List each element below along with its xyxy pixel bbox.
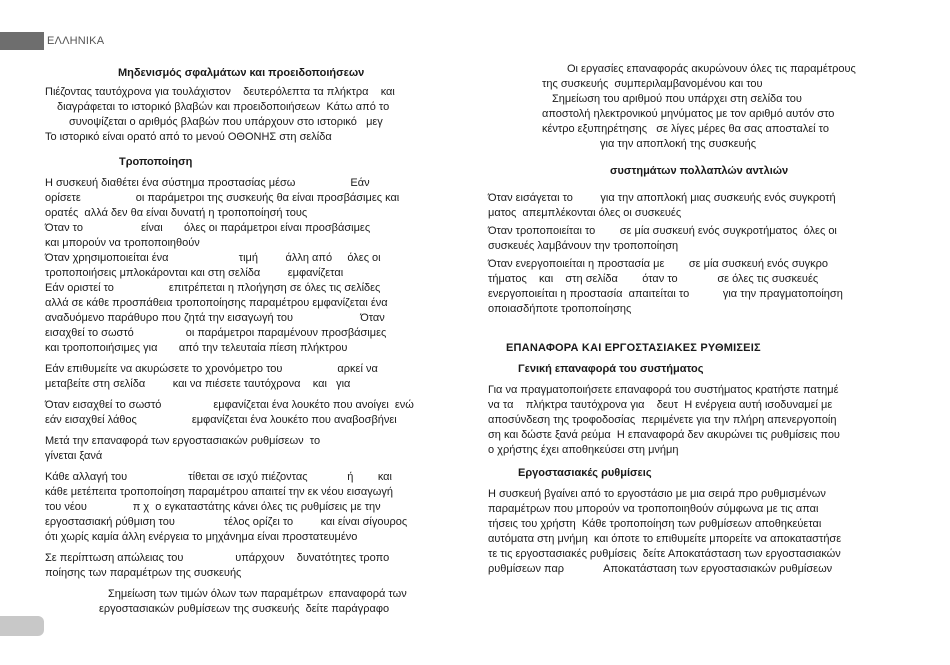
p5-line-2: κάθε μετέπειτα τροποποίηση παραμέτρου απαιτεί την εκ νέου εισαγωγή: [45, 486, 393, 498]
p4-line-1: Μετά την επαναφορά των εργοστασιακών ρυθμίσεων το: [45, 435, 321, 447]
right-top-line-2: της συσκευής συμπεριλαμβανομένου και του: [542, 78, 763, 90]
factory-line-1: Η συσκευή βγαίνει από το εργοστάσιο με μια σειρά προ ρυθμισμένων: [488, 488, 826, 500]
multi-p2-line-2: συσκευές λαμβάνουν την τροποποίηση: [488, 240, 679, 252]
right-top-line-6: για την αποπλοκή της συσκευής: [600, 138, 757, 150]
multi-p3-line-2: τήματος και στη σελίδα όταν το σε όλες τις συσκευές: [488, 273, 819, 285]
general-reset-line-5: ο χρήστης έχει αποθηκεύσει στη μνήμη: [488, 444, 679, 456]
multi-p1-line-2: ματος απεμπλέκονται όλες οι συσκευές: [488, 207, 682, 219]
multi-p3-line-4: οποιασδήποτε τροποποίησης: [488, 303, 632, 315]
multi-p3-line-3: ενεργοποιείται η προστασία απαιτείται το για την πραγματοποίηση: [488, 288, 843, 300]
factory-settings-title: Εργοστασιακές ρυθμίσεις: [518, 467, 652, 479]
mod-line-9: αλλά σε κάθε προσπάθεια τροποποίησης παραμέτρου εμφανίζεται ένα: [45, 297, 388, 309]
errors-line-1: Πιέζοντας ταυτόχρονα για τουλάχιστον δευτερόλεπτα τα πλήκτρα και: [45, 86, 395, 98]
multi-pump-title: συστημάτων πολλαπλών αντλιών: [610, 165, 789, 177]
p4-line-2: γίνεται ξανά: [45, 450, 103, 462]
general-reset-line-1: Για να πραγματοποιήσετε επαναφορά του συστήματος κρατήστε πατημέ: [488, 384, 839, 396]
mod-line-6: Όταν χρησιμοποιείται ένα τιμή άλλη από όλες οι: [45, 252, 381, 264]
errors-title: Μηδενισμός σφαλμάτων και προειδοποιήσεων: [118, 67, 365, 79]
mod-line-8: Εάν οριστεί το επιτρέπεται η πλοήγηση σε όλες τις σελίδες: [45, 282, 381, 294]
p5-line-5: ότι χωρίς καμία άλλη ενέργεια το μηχάνημα είναι προστατευμένο: [45, 531, 358, 543]
p7-line-2: εργοστασιακών ρυθμίσεων της συσκευής δείτε παράγραφο: [99, 603, 390, 615]
p6-line-1: Σε περίπτωση απώλειας του υπάρχουν δυνατότητες τροπο: [45, 552, 390, 564]
general-reset-title: Γενική επαναφορά του συστήματος: [518, 363, 704, 375]
factory-line-3: τήσεις του χρήστη Κάθε τροποποίηση των ρυθμίσεων αποθηκεύεται: [488, 518, 822, 530]
p6-line-2: ποίησης των παραμέτρων της συσκευής: [45, 567, 242, 579]
mod-line-7: τροποποιήσεις μπλοκάρονται και στη σελίδα εμφανίζεται: [45, 267, 344, 279]
mod-line-11: εισαχθεί το σωστό οι παράμετροι παραμένουν προσβάσιμες: [45, 327, 387, 339]
left-column: [45, 66, 463, 617]
language-tab-marker: [0, 32, 44, 50]
right-top-line-4: αποστολή ηλεκτρονικού μηνύματος με τον αριθμό αυτόν στο: [542, 108, 835, 120]
mod-line-4: Όταν το είναι όλες οι παράμετροι είναι προσβάσιμες: [45, 222, 371, 234]
general-reset-line-3: αποσύνδεση της τροφοδοσίας περιμένετε για την πλήρη απενεργοποίη: [488, 414, 837, 426]
p7-line-1: Σημείωση των τιμών όλων των παραμέτρων επαναφορά των: [108, 588, 407, 600]
right-top-line-3: Σημείωση του αριθμού που υπάρχει στη σελίδα του: [552, 93, 802, 105]
errors-line-3: συνοψίζεται ο αριθμός βλαβών που υπάρχουν στο ιστορικό μεγ: [69, 116, 383, 128]
factory-line-6: ρυθμίσεων παρ Αποκατάσταση των εργοστασιακών ρυθμίσεων: [488, 563, 833, 575]
right-column: [488, 62, 910, 577]
p5-line-4: εργοστασιακή ρύθμιση του τέλος ορίζει το και είναι σίγουρος: [45, 516, 408, 528]
errors-line-2: διαγράφεται το ιστορικό βλαβών και προειδοποιήσεων Κάτω από το: [57, 101, 390, 113]
right-top-line-1: Οι εργασίες επαναφοράς ακυρώνουν όλες τις παραμέτρους: [567, 63, 856, 75]
factory-line-2: παραμέτρων που μπορούν να τροποποιηθούν σύμφωνα με τις απαι: [488, 503, 819, 515]
modification-title: Τροποποίηση: [119, 156, 193, 168]
p5-line-1: Κάθε αλλαγή του τίθεται σε ισχύ πιέζοντας ή και: [45, 471, 392, 483]
p5-line-3: του νέου π χ ο εγκαταστάτης κάνει όλες τις ρυθμίσεις με την: [45, 501, 381, 513]
right-top-line-5: κέντρο εξυπηρέτησης σε λίγες μέρες θα σας αποσταλεί το: [542, 123, 829, 135]
general-reset-line-4: ση και δώστε ξανά ρεύμα Η επαναφορά δεν ακυρώνει τις ρυθμίσεις που: [488, 429, 840, 441]
mod-line-5: και μπορούν να τροποποιηθούν: [45, 237, 200, 249]
p2-line-2: μεταβείτε στη σελίδα και να πιέσετε ταυτόχρονα και για: [45, 378, 351, 390]
p3-line-1: Όταν εισαχθεί το σωστό εμφανίζεται ένα λουκέτο που ανοίγει ενώ: [45, 399, 414, 411]
factory-line-5: τε τις εργοστασιακές ρυθμίσεις δείτε Αποκατάσταση των εργοστασιακών: [488, 548, 841, 560]
general-reset-line-2: να τα πλήκτρα ταυτόχρονα για δευτ Η ενέργεια αυτή ισοδυναμεί με: [488, 399, 833, 411]
language-label: ΕΛΛΗΝΙΚΑ: [47, 35, 105, 47]
page-number-tab: [0, 616, 44, 636]
multi-p3-line-1: Όταν ενεργοποιείται η προστασία με σε μία συσκευή ενός συγκρο: [488, 258, 829, 270]
multi-p2-line-1: Όταν τροποποιείται το σε μία συσκευή ενός συγκροτήματος όλες οι: [488, 225, 837, 237]
mod-line-3: ορατές αλλά δεν θα είναι δυνατή η τροποποίησή τους: [45, 207, 308, 219]
mod-line-2: ορίσετε οι παράμετροι της συσκευής θα είναι προσβάσιμες και: [45, 192, 400, 204]
mod-line-1: Η συσκευή διαθέτει ένα σύστημα προστασίας μέσω Εάν: [45, 177, 370, 189]
errors-line-4: Το ιστορικό είναι ορατό από το μενού ΟΘΟΝΗΣ στη σελίδα: [45, 131, 332, 143]
p2-line-1: Εάν επιθυμείτε να ακυρώσετε το χρονόμετρο του αρκεί να: [45, 363, 378, 375]
factory-line-4: αυτόματα στη μνήμη και όποτε το επιθυμείτε μπορείτε να αποκαταστήσε: [488, 533, 842, 545]
mod-line-12: και τροποποιήσιμες για από την τελευταία πίεση πλήκτρου: [45, 342, 348, 354]
multi-p1-line-1: Όταν εισάγεται το για την αποπλοκή μιας συσκευής ενός συγκροτή: [488, 192, 836, 204]
mod-line-10: αναδυόμενο παράθυρο που ζητά την εισαγωγή του Όταν: [45, 312, 385, 324]
p3-line-2: εάν εισαχθεί λάθος εμφανίζεται ένα λουκέτο που αναβοσβήνει: [45, 414, 397, 426]
reset-section-heading: ΕΠΑΝΑΦΟΡΑ ΚΑΙ ΕΡΓΟΣΤΑΣΙΑΚΕΣ ΡΥΘΜΙΣΕΙΣ: [506, 342, 761, 354]
